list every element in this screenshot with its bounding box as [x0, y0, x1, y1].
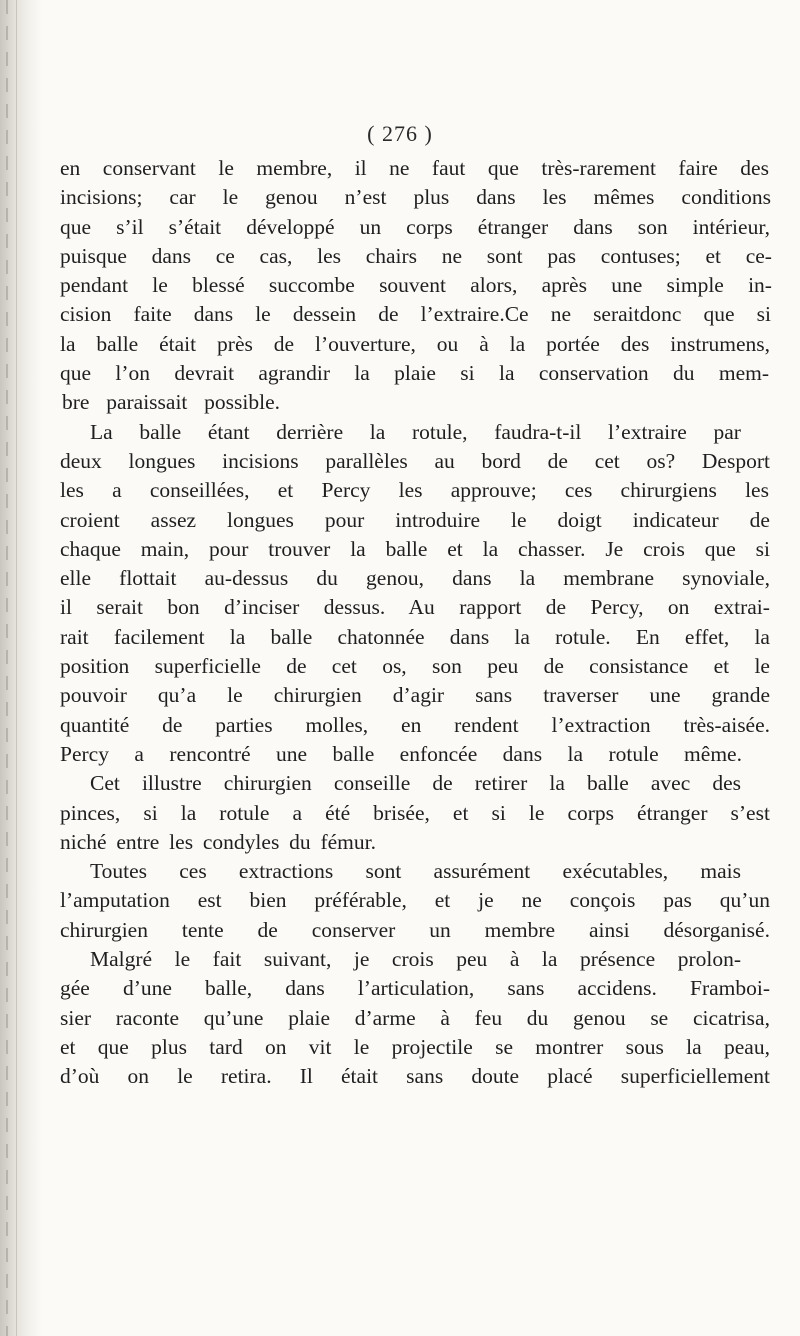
text-line: il serait bon d’inciser dessus. Au rapport de Percy, on extrai- — [60, 595, 770, 620]
text-line: Percy a rencontré une balle enfoncée dans la rotule même. — [60, 741, 742, 766]
page-number: ( 276 ) — [367, 121, 433, 146]
text-line: pouvoir qu’a le chirurgien d’agir sans traverser une grande — [60, 683, 771, 708]
text-line: niché entre les condyles du fémur. — [60, 829, 376, 854]
text-line: que s’il s’était développé un corps étranger dans son intérieur, — [60, 214, 771, 239]
text-line: d’où on le retira. Il était sans doute placé superficiellement — [60, 1064, 770, 1089]
text-line: croient assez longues pour introduire le doigt indicateur de — [60, 507, 770, 532]
text-line: incisions; car le genou n’est plus dans les mêmes conditions — [60, 185, 771, 210]
text-line: Cet illustre chirurgien conseille de retirer la balle avec des — [90, 771, 742, 796]
text-line: position superficielle de cet os, son peu de consistance et le — [60, 654, 770, 679]
text-line: chaque main, pour trouver la balle et la chasser. Je crois que si — [60, 536, 770, 561]
text-line: cision faite dans le dessein de l’extraire.Ce ne seraitdonc que si — [60, 302, 771, 327]
text-line: puisque dans ce cas, les chairs ne sont pas contuses; et ce- — [60, 243, 772, 268]
text-line: pendant le blessé succombe souvent alors, après une simple in- — [60, 273, 772, 298]
text-line: pinces, si la rotule a été brisée, et si le corps étranger s’est — [60, 800, 770, 825]
text-line: deux longues incisions parallèles au bord de cet os? Desport — [60, 448, 770, 473]
text-line: sier raconte qu’une plaie d’arme à feu du genou se cicatrisa, — [60, 1005, 770, 1030]
text-line: chirurgien tente de conserver un membre ainsi désorganisé. — [60, 917, 770, 942]
text-line: la balle était près de l’ouverture, ou à la portée des instrumens, — [60, 331, 771, 356]
text-line: Toutes ces extractions sont assurément exécutables, mais — [90, 859, 741, 884]
book-binding-edge — [0, 0, 42, 1336]
text-line: gée d’une balle, dans l’articulation, sans accidens. Framboi- — [60, 976, 771, 1001]
text-line: en conservant le membre, il ne faut que très-rarement faire des — [60, 156, 769, 180]
text-line: bre paraissait possible. — [62, 390, 281, 415]
body-text — [60, 154, 800, 1092]
text-line: l’amputation est bien préférable, et je ne conçois pas qu’un — [60, 888, 770, 913]
text-line: elle flottait au-dessus du genou, dans la membrane synoviale, — [60, 566, 770, 591]
text-line: et que plus tard on vit le projectile se montrer sous la peau, — [60, 1034, 770, 1059]
text-line: quantité de parties molles, en rendent l’extraction très-aisée. — [60, 712, 771, 737]
text-line: La balle étant derrière la rotule, faudra-t-il l’extraire par — [90, 419, 741, 444]
text-line: que l’on devrait agrandir la plaie si la conservation du mem- — [60, 361, 770, 386]
text-line: Malgré le fait suivant, je crois peu à la présence prolon- — [90, 947, 741, 972]
text-line: rait facilement la balle chatonnée dans la rotule. En effet, la — [60, 624, 770, 649]
text-line: les a conseillées, et Percy les approuve; ces chirurgiens les — [60, 478, 769, 503]
